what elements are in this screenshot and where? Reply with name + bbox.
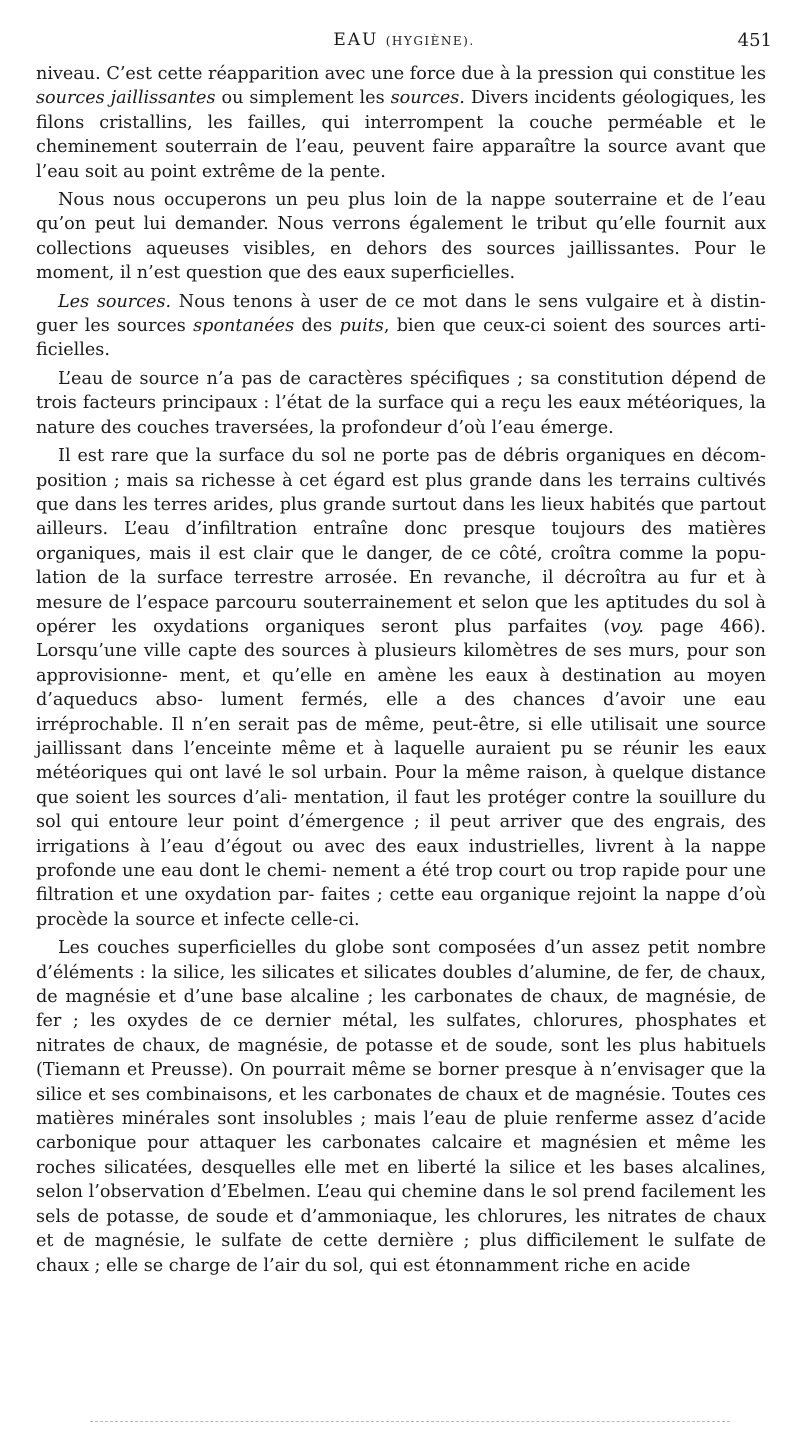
italic-term: sources jaillissantes xyxy=(36,88,216,109)
italic-term: sources. xyxy=(390,88,465,109)
body-text xyxy=(36,62,766,1278)
faint-footer-line xyxy=(90,1421,730,1422)
text-span: page 466). Lorsqu’une ville capte des sources à plusieurs kilomètres de ses murs, pour son approvisionne- ment, et qu’elle en amène les eaux à destination au moyen d’aqueducs abso- lument fermés, elle a des chances d’avoir une eau irréprochable. Il n’en serait pas de même, peut-être, si elle utilisait une source jaillissant dans l’enceinte même et à laquelle auraient pu se réunir les eaux météoriques qui ont lavé le sol urbain. Pour la même raison, à quelque distance que soient les sources d’ali- mentation, il faut les protéger contre la souillure du sol qui entoure leur point d’émergence ; il peut arriver que des engrais, des irrigations à l’eau d’égout ou avec des eaux industrielles, livrent à la nappe profonde une eau dont le chemi- nement a été trop court ou trop rapide pour une filtration et une oxydation par- faites ; cette eau organique rejoint la nappe d’où procède la source et infecte celle-ci. xyxy=(36,616,767,930)
paragraph-1 xyxy=(36,62,766,184)
text-span: niveau. C’est cette réapparition avec une force due à la pression qui constitue les xyxy=(36,64,766,84)
text-span: ou simplement les xyxy=(215,88,391,109)
section-heading: Les sources. xyxy=(58,291,172,312)
text-span: Nous tenons à user de ce mot dans le sens vulgaire et à distin- guer les sources xyxy=(36,291,767,337)
paragraph-3 xyxy=(36,290,766,363)
text-span: Nous nous occuperons un peu plus loin de la nappe souterraine et de l’eau qu’on peut lui demander. Nous verrons également le tribut qu’elle fournit aux collections aqueuses visibles, en dehors des sources jaillissantes. Pour le moment, il n’est question que des eaux superficielles. xyxy=(36,190,766,284)
text-span: L’eau de source n’a pas de caractères spécifiques ; sa constitution dépend de trois facteurs principaux : l’état de la surface qui a reçu les eaux météoriques, la nature des couches traversées, la profondeur d’où l’eau émerge. xyxy=(36,368,766,438)
paragraph-4 xyxy=(36,367,766,440)
paragraph-5 xyxy=(36,444,766,932)
running-title-sub: (HYGIÈNE). xyxy=(385,34,475,48)
page-number: 451 xyxy=(737,30,772,51)
running-title-main: EAU xyxy=(333,30,379,50)
paragraph-2 xyxy=(36,188,766,286)
text-span: Les couches superficielles du globe sont composées d’un assez petit nombre d’éléments : la silice, les silicates et silicates doubles d’alumine, de fer, de chaux, de magnésie et d’une base alcaline ; les carbonates de chaux, de magnésie, de fer ; les oxydes de ce dernier métal, les sulfates, chlorures, phosphates et nitrates de chaux, de magnésie, de potasse et de soude, sont les plus habituels (Tiemann et Preusse). On pourrait même se borner presque à n’envisager que la silice et ses combinaisons, et les carbonates de chaux et de magnésie. Toutes ces matières minérales sont insolubles ; mais l’eau de pluie renferme assez d’acide carbonique pour attaquer les carbonates calcaire et magnésien et même les roches silicatées, desquelles elle met en liberté la silice et les bases alcalines, selon l’observation d’Ebelmen. L’eau qui chemine dans le sol prend facilement les sels de potasse, de soude et d’ammoniaque, les chlorures, les nitrates de chaux et de magnésie, le sulfate de cette dernière ; plus difficilement le sulfate de chaux ; elle se charge de l’air du sol, qui est étonnamment riche en acide xyxy=(36,938,766,1276)
italic-term: puits xyxy=(339,316,384,337)
running-title xyxy=(36,30,772,50)
running-header xyxy=(36,30,772,56)
text-span: Divers incidents géologiques, les filons cristallins, les failles, qui interrompent la couche perméable et le cheminement souterrain de l’eau, peuvent faire apparaître la source avant que l’eau soit au point extrême de la pente. xyxy=(36,88,766,182)
text-span: , bien que ceux-ci soient des sources arti- ficielles. xyxy=(36,316,766,361)
italic-term: spontanées xyxy=(193,316,295,337)
paragraph-6 xyxy=(36,936,766,1278)
italic-term: voy. xyxy=(610,616,645,637)
text-span: des xyxy=(294,316,340,337)
text-span: Il est rare que la surface du sol ne porte pas de débris organiques en décom- position ; mais sa richesse à cet égard est plus grande dans les terrains cultivés que dans les terres arides, plus grande surtout dans les lieux habités que partout ailleurs. L’eau d’infiltration entraîne donc presque toujours des matières organiques, mais il est clair que le danger, de ce côté, croîtra comme la popu- lation de la surface terrestre arrosée. En revanche, il décroîtra au fur et à mesure de l’espace parcouru souterrainement et selon que les aptitudes du sol à opérer les oxydations organiques seront plus parfaites ( xyxy=(36,446,766,637)
